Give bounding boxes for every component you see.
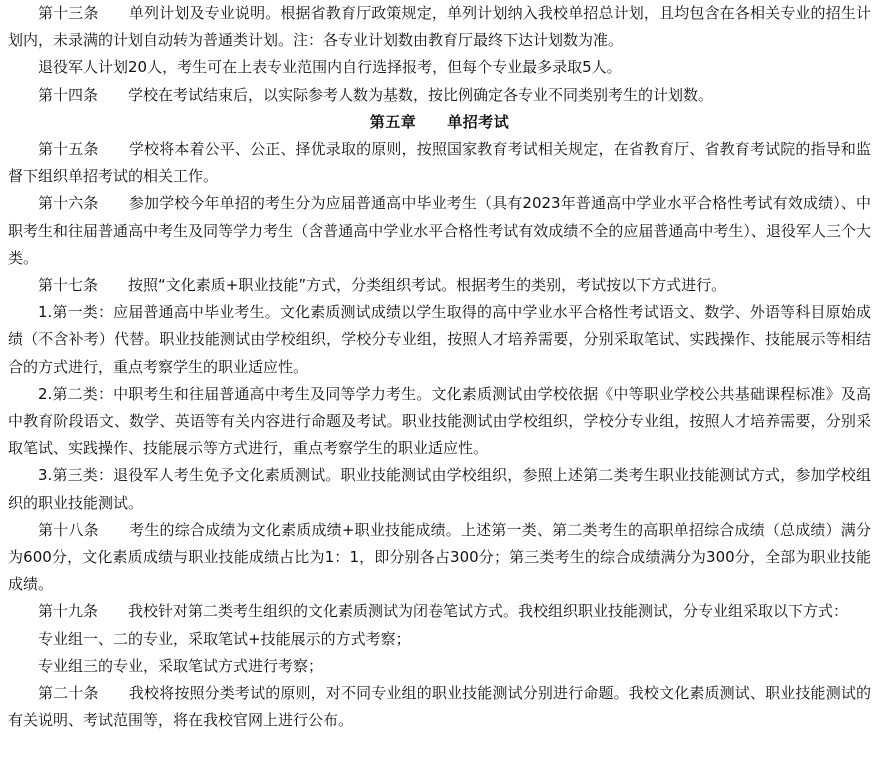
paragraph-group-1-2: 专业组一、二的专业，采取笔试+技能展示的方式考察； [38, 629, 411, 648]
paragraph-article-14: 第十四条 学校在考试结束后，以实际参考人数为基数，按比例确定各专业不同类别考生的计划数。 [38, 85, 714, 104]
paragraph-article-18: 第十八条 考生的综合成绩为文化素质成绩+职业技能成绩。上述第一类、第二类考生的高职单招综合成绩（总成绩）满分为600分，文化素质成绩与职业技能成绩占比为1：1，即分别各占300分；第三类考生的综合成绩满分为300分，全部为职业技能成绩。 [8, 520, 871, 594]
paragraph-category-3: 3.第三类：退役军人考生免予文化素质测试。职业技能测试由学校组织，参照上述第二类考生职业技能测试方式，参加学校组织的职业技能测试。 [8, 466, 871, 512]
paragraph-article-13: 第十三条 单列计划及专业说明。根据省教育厅政策规定，单列计划纳入我校单招总计划，且均包含在各相关专业的招生计划内，未录满的计划自动转为普通类计划。注：各专业计划数由教育厅最终下达计划数为准。 [8, 4, 871, 50]
paragraph-article-15: 第十五条 学校将本着公平、公正、择优录取的原则，按照国家教育考试相关规定，在省教育厅、省教育考试院的指导和监督下组织单招考试的相关工作。 [8, 140, 871, 186]
paragraph-category-2: 2.第二类：中职考生和往届普通高中考生及同等学力考生。文化素质测试由学校依据《中等职业学校公共基础课程标准》及高中教育阶段语文、数学、英语等有关内容进行命题及考试。职业技能测试由学校组织，学校分专业组，按照人才培养需要，分别采取笔试、实践操作、技能展示等方式进行，重点考察学生的职业适应性。 [8, 384, 871, 458]
paragraph-veterans-quota: 退役军人计划20人，考生可在上表专业范围内自行选择报考，但每个专业最多录取5人。 [38, 58, 622, 77]
chapter-heading: 第五章 单招考试 [369, 112, 510, 131]
paragraph-article-17: 第十七条 按照“文化素质+职业技能”方式，分类组织考试。根据考生的类别，考试按以下方式进行。 [38, 276, 727, 295]
paragraph-category-1: 1.第一类：应届普通高中毕业考生。文化素质测试成绩以学生取得的高中学业水平合格性考试语文、数学、外语等科目原始成绩（不含补考）代替。职业技能测试由学校组织，学校分专业组，按照人才培养需要，分别采取笔试、实践操作、技能展示等相结合的方式进行，重点考察学生的职业适应性。 [8, 303, 871, 376]
paragraph-article-19: 第十九条 我校针对第二类考生组织的文化素质测试为闭卷笔试方式。我校组织职业技能测试，分专业组采取以下方式： [38, 602, 849, 621]
document-body [8, 0, 871, 734]
paragraph-article-16: 第十六条 参加学校今年单招的考生分为应届普通高中毕业考生（具有2023年普通高中学业水平合格性考试有效成绩）、中职考生和往届普通高中考生及同等学力考生（含普通高中学业水平合格性考试有效成绩不全的应届普通高中考生）、退役军人三个大类。 [8, 194, 871, 267]
paragraph-article-20: 第二十条 我校将按照分类考试的原则，对不同专业组的职业技能测试分别进行命题。我校文化素质测试、职业技能测试的有关说明、考试范围等，将在我校官网上进行公布。 [8, 684, 871, 730]
paragraph-group-3: 专业组三的专业，采取笔试方式进行考察； [38, 656, 324, 675]
